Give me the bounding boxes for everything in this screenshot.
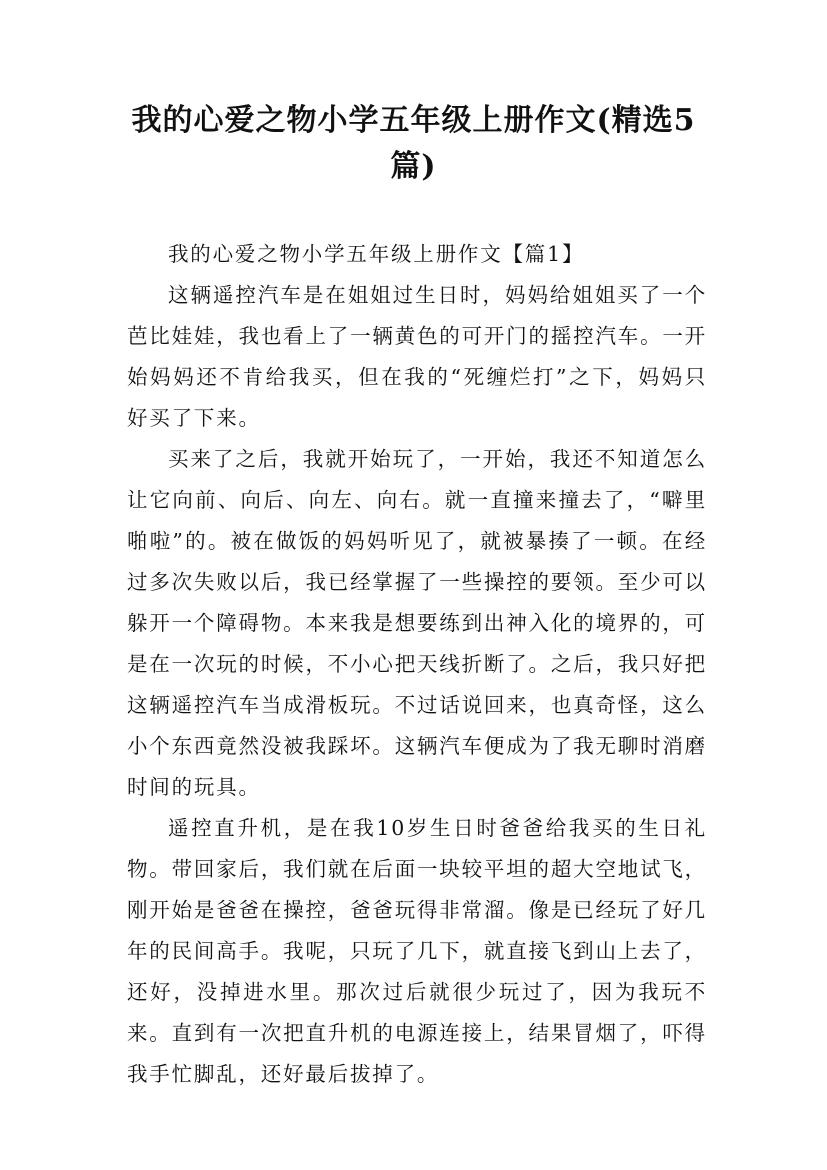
document-body	[127, 234, 707, 1095]
paragraph: 遥控直升机，是在我10岁生日时爸爸给我买的生日礼物。带回家后，我们就在后面一块较平坦的超大空地试飞，刚开始是爸爸在操控，爸爸玩得非常溜。像是已经玩了好几年的民间高手。我呢，只玩了几下，就直接飞到山上去了，还好，没掉进水里。那次过后就很少玩过了，因为我玩不来。直到有一次把直升机的电源连接上，结果冒烟了，吓得我手忙脚乱，还好最后拔掉了。	[127, 816, 707, 1086]
document-title: 我的心爱之物小学五年级上册作文(精选5篇)	[131, 103, 696, 184]
paragraph: 这辆遥控汽车是在姐姐过生日时，妈妈给姐姐买了一个芭比娃娃，我也看上了一辆黄色的可开门的摇控汽车。一开始妈妈还不肯给我买，但在我的“死缠烂打”之下，妈妈只好买了下来。	[127, 283, 707, 430]
essay-heading: 我的心爱之物小学五年级上册作文【篇1】	[168, 242, 585, 266]
paragraph: 买来了之后，我就开始玩了，一开始，我还不知道怎么让它向前、向后、向左、向右。就一直撞来撞去了，“噼里啪啦”的。被在做饭的妈妈听见了，就被暴揍了一顿。在经过多次失败以后，我已经掌握了一些操控的要领。至少可以躲开一个障碍物。本来我是想要练到出神入化的境界的，可是在一次玩的时候，不小心把天线折断了。之后，我只好把这辆遥控汽车当成滑板玩。不过话说回来，也真奇怪，这么小个东西竟然没被我踩坏。这辆汽车便成为了我无聊时消磨时间的玩具。	[127, 447, 707, 799]
